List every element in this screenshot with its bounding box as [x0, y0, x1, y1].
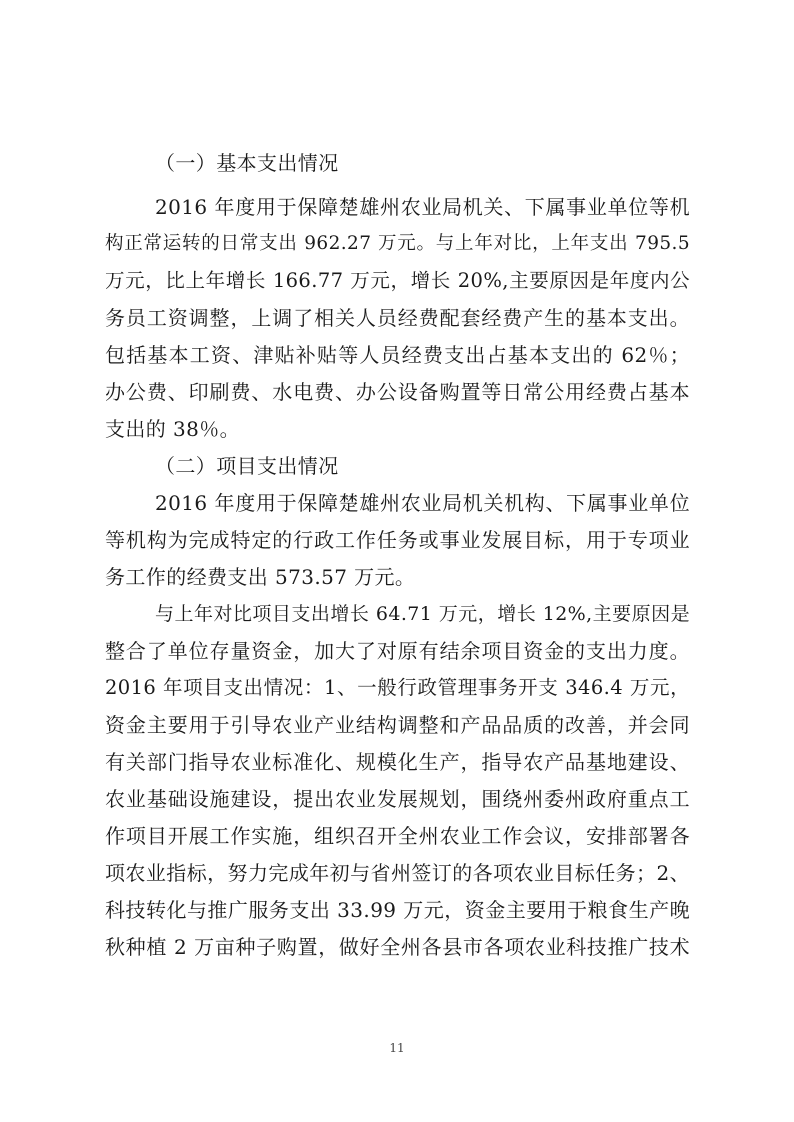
paragraph-line: 农业基础设施建设，提出农业发展规划，围绕州委州政府重点工	[105, 787, 690, 811]
paragraph-line: 作项目开展工作实施，组织召开全州农业工作会议，安排部署各	[105, 824, 690, 848]
paragraph-line: 万元，比上年增长 166.77 万元，增长 20%,主要原因是年度内公	[105, 269, 690, 292]
paragraph-line: 包括基本工资、津贴补贴等人员经费支出占基本支出的 62％；	[105, 343, 690, 367]
paragraph-line: 支出的 38％。	[105, 417, 241, 441]
paragraph-line: 科技转化与推广服务支出 33.99 万元，资金主要用于粮食生产晚	[105, 898, 690, 922]
section-heading-basic-expenditure: （一）基本支出情况	[155, 151, 339, 175]
paragraph-line: 2016 年度用于保障楚雄州农业局机关、下属事业单位等机	[155, 195, 690, 219]
paragraph-line: 构正常运转的日常支出 962.27 万元。与上年对比，上年支出 795.5	[105, 233, 690, 254]
paragraph-line: 整合了单位存量资金，加大了对原有结余项目资金的支出力度。	[105, 639, 690, 663]
paragraph-line: 务工作的经费支出 573.57 万元。	[105, 565, 416, 589]
paragraph-line: 有关部门指导农业标准化、规模化生产，指导农产品基地建设、	[105, 750, 690, 774]
section-heading-project-expenditure: （二）项目支出情况	[155, 454, 339, 478]
paragraph-line: 办公费、印刷费、水电费、办公设备购置等日常公用经费占基本	[105, 380, 690, 404]
paragraph-line: 秋种植 2 万亩种子购置，做好全州各县市各项农业科技推广技术	[105, 935, 690, 959]
paragraph-line: 与上年对比项目支出增长 64.71 万元，增长 12%,主要原因是	[155, 603, 690, 625]
paragraph-line: 2016 年度用于保障楚雄州农业局机关机构、下属事业单位	[155, 491, 690, 515]
paragraph-line: 等机构为完成特定的行政工作任务或事业发展目标，用于专项业	[105, 528, 690, 552]
paragraph-line: 项农业指标，努力完成年初与省州签订的各项农业目标任务；2、	[105, 861, 690, 885]
paragraph-line: 2016 年项目支出情况：1、一般行政管理事务开支 346.4 万元，	[105, 676, 690, 699]
page-number: 11	[389, 1041, 405, 1055]
paragraph-line: 资金主要用于引导农业产业结构调整和产品品质的改善，并会同	[105, 713, 690, 737]
paragraph-line: 务员工资调整，上调了相关人员经费配套经费产生的基本支出。	[105, 306, 690, 330]
